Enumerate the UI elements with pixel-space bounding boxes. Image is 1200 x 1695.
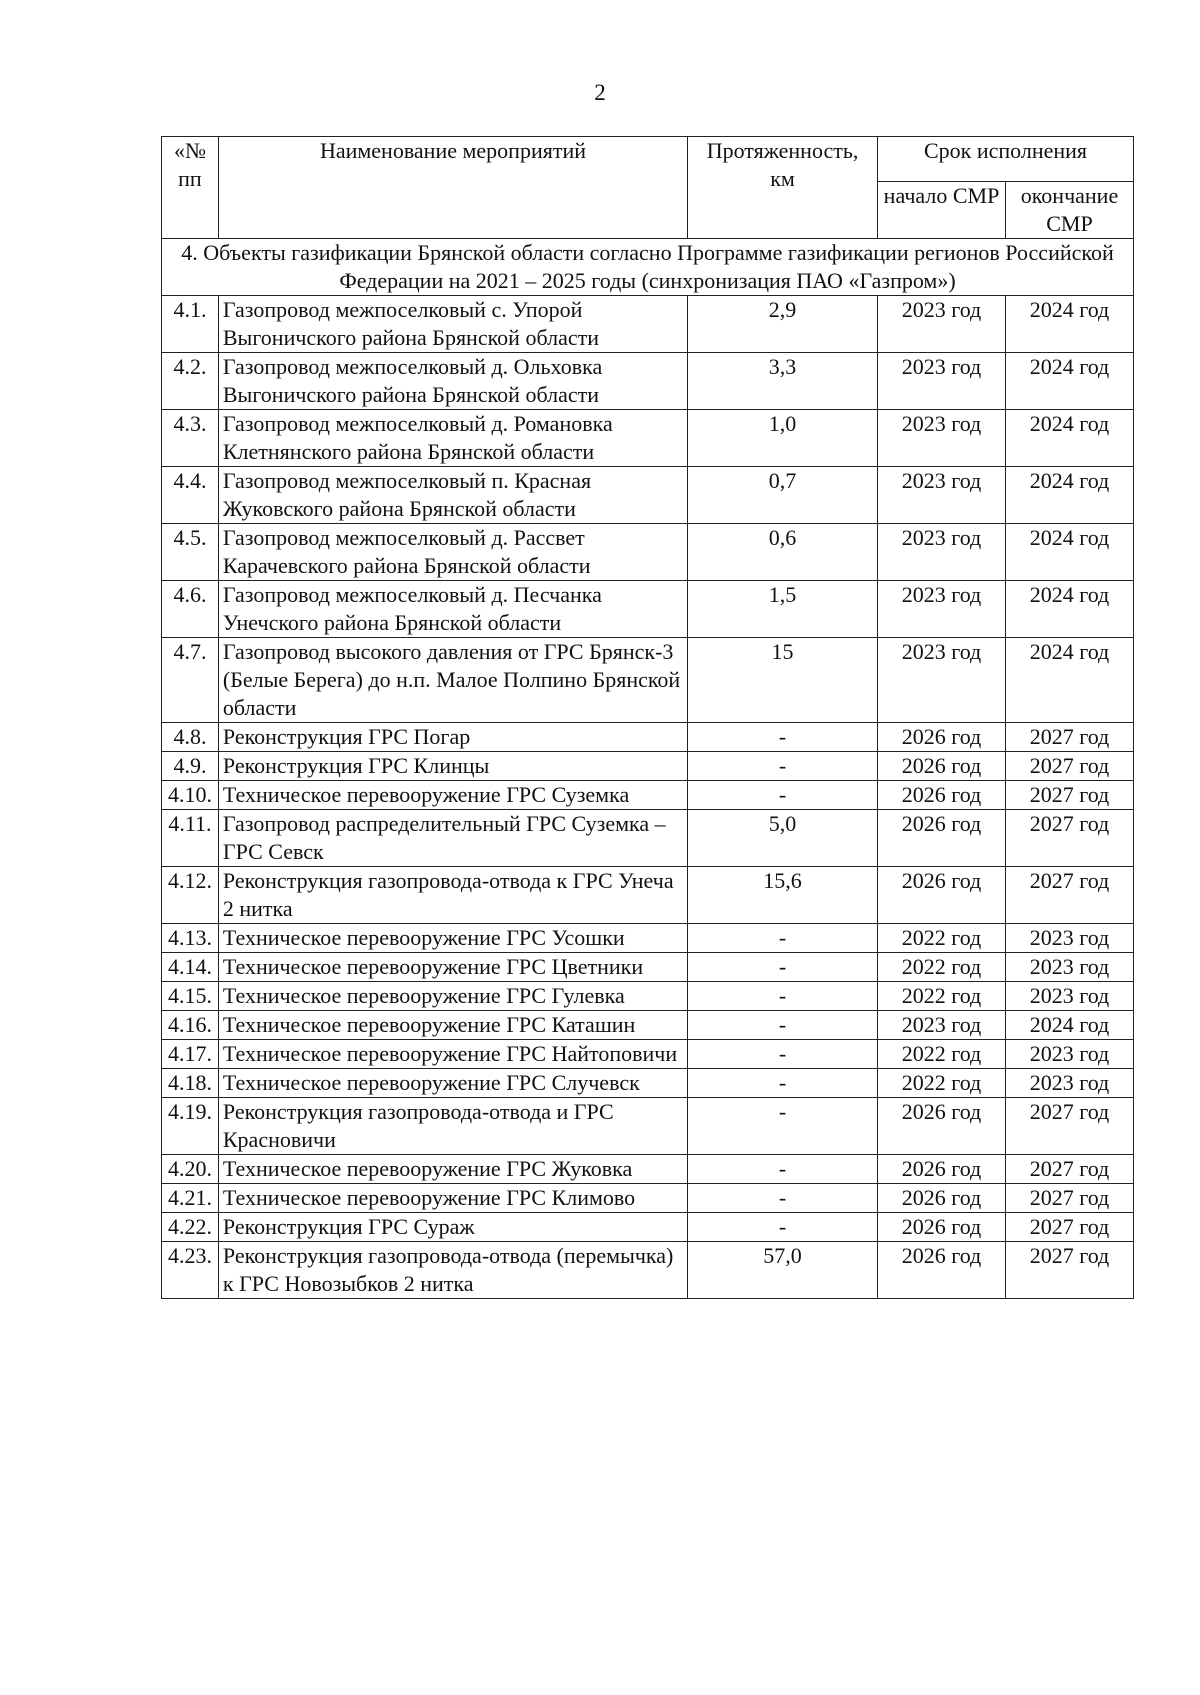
header-name: Наименование мероприятий — [218, 137, 687, 239]
row-start: 2023 год — [878, 524, 1006, 581]
row-length: - — [688, 1011, 878, 1040]
row-end: 2023 год — [1005, 953, 1133, 982]
row-end: 2023 год — [1005, 1069, 1133, 1098]
row-length: 1,5 — [688, 581, 878, 638]
row-number: 4.17. — [162, 1040, 219, 1069]
row-name: Реконструкция газопровода-отвода и ГРС Красновичи — [218, 1098, 687, 1155]
row-length: 1,0 — [688, 410, 878, 467]
row-number: 4.12. — [162, 867, 219, 924]
row-start: 2022 год — [878, 1069, 1006, 1098]
row-length: - — [688, 1155, 878, 1184]
table-row — [162, 353, 1134, 410]
table-row — [162, 1040, 1134, 1069]
row-name: Реконструкция газопровода-отвода (перемычка) к ГРС Новозыбков 2 нитка — [218, 1242, 687, 1299]
table-row — [162, 1242, 1134, 1299]
table-row — [162, 867, 1134, 924]
table-row — [162, 296, 1134, 353]
row-number: 4.5. — [162, 524, 219, 581]
row-length: - — [688, 1069, 878, 1098]
row-name: Газопровод межпоселковый д. Романовка Клетнянского района Брянской области — [218, 410, 687, 467]
row-start: 2022 год — [878, 1040, 1006, 1069]
row-length: - — [688, 982, 878, 1011]
row-name: Техническое перевооружение ГРС Цветники — [218, 953, 687, 982]
row-number: 4.8. — [162, 723, 219, 752]
row-number: 4.3. — [162, 410, 219, 467]
row-name: Газопровод межпоселковый д. Рассвет Карачевского района Брянской области — [218, 524, 687, 581]
table-row — [162, 982, 1134, 1011]
row-length: - — [688, 752, 878, 781]
row-name: Газопровод высокого давления от ГРС Брянск-3 (Белые Берега) до н.п. Малое Полпино Брянской области — [218, 638, 687, 723]
row-name: Техническое перевооружение ГРС Найтоповичи — [218, 1040, 687, 1069]
row-end: 2023 год — [1005, 982, 1133, 1011]
gasification-plan-table — [161, 136, 1134, 1299]
row-end: 2023 год — [1005, 924, 1133, 953]
row-length: 15,6 — [688, 867, 878, 924]
row-name: Реконструкция ГРС Клинцы — [218, 752, 687, 781]
row-name: Газопровод распределительный ГРС Суземка – ГРС Севск — [218, 810, 687, 867]
table-row — [162, 1184, 1134, 1213]
row-number: 4.2. — [162, 353, 219, 410]
row-number: 4.11. — [162, 810, 219, 867]
row-end: 2027 год — [1005, 781, 1133, 810]
header-end: окончание СМР — [1005, 182, 1133, 239]
row-start: 2023 год — [878, 296, 1006, 353]
table-row — [162, 1011, 1134, 1040]
row-name: Техническое перевооружение ГРС Случевск — [218, 1069, 687, 1098]
row-end: 2027 год — [1005, 810, 1133, 867]
table-row — [162, 638, 1134, 723]
row-number: 4.7. — [162, 638, 219, 723]
row-start: 2026 год — [878, 1184, 1006, 1213]
row-number: 4.10. — [162, 781, 219, 810]
row-start: 2026 год — [878, 1213, 1006, 1242]
row-number: 4.22. — [162, 1213, 219, 1242]
row-end: 2027 год — [1005, 1098, 1133, 1155]
row-number: 4.23. — [162, 1242, 219, 1299]
row-name: Газопровод межпоселковый д. Ольховка Выгоничского района Брянской области — [218, 353, 687, 410]
row-length: 57,0 — [688, 1242, 878, 1299]
row-length: - — [688, 1184, 878, 1213]
row-length: - — [688, 1040, 878, 1069]
row-start: 2026 год — [878, 781, 1006, 810]
row-length: - — [688, 924, 878, 953]
row-end: 2027 год — [1005, 723, 1133, 752]
row-name: Газопровод межпоселковый п. Красная Жуковского района Брянской области — [218, 467, 687, 524]
row-end: 2027 год — [1005, 1155, 1133, 1184]
row-start: 2023 год — [878, 1011, 1006, 1040]
row-start: 2023 год — [878, 353, 1006, 410]
row-length: 2,9 — [688, 296, 878, 353]
row-end: 2024 год — [1005, 296, 1133, 353]
row-number: 4.19. — [162, 1098, 219, 1155]
row-number: 4.4. — [162, 467, 219, 524]
row-start: 2022 год — [878, 924, 1006, 953]
row-end: 2024 год — [1005, 467, 1133, 524]
row-start: 2022 год — [878, 982, 1006, 1011]
row-length: 0,6 — [688, 524, 878, 581]
row-number: 4.20. — [162, 1155, 219, 1184]
table-header — [162, 137, 1134, 239]
table-row — [162, 524, 1134, 581]
table-row — [162, 752, 1134, 781]
table-row — [162, 581, 1134, 638]
row-length: - — [688, 953, 878, 982]
row-end: 2023 год — [1005, 1040, 1133, 1069]
row-start: 2026 год — [878, 867, 1006, 924]
row-name: Техническое перевооружение ГРС Каташин — [218, 1011, 687, 1040]
row-number: 4.14. — [162, 953, 219, 982]
row-end: 2027 год — [1005, 752, 1133, 781]
row-start: 2026 год — [878, 810, 1006, 867]
header-length: Протяженность, км — [688, 137, 878, 239]
row-length: 0,7 — [688, 467, 878, 524]
row-number: 4.13. — [162, 924, 219, 953]
table-row — [162, 723, 1134, 752]
row-number: 4.1. — [162, 296, 219, 353]
row-name: Техническое перевооружение ГРС Усошки — [218, 924, 687, 953]
row-end: 2024 год — [1005, 1011, 1133, 1040]
row-start: 2023 год — [878, 638, 1006, 723]
row-length: - — [688, 1213, 878, 1242]
row-end: 2024 год — [1005, 581, 1133, 638]
row-name: Техническое перевооружение ГРС Климово — [218, 1184, 687, 1213]
section-title: 4. Объекты газификации Брянской области согласно Программе газификации регионов Российской Федерации на 2021 – 2025 годы (синхронизация ПАО «Газпром») — [162, 239, 1134, 296]
row-start: 2026 год — [878, 1155, 1006, 1184]
row-end: 2027 год — [1005, 1213, 1133, 1242]
row-number: 4.21. — [162, 1184, 219, 1213]
row-name: Техническое перевооружение ГРС Гулевка — [218, 982, 687, 1011]
row-name: Газопровод межпоселковый с. Упорой Выгоничского района Брянской области — [218, 296, 687, 353]
table-row — [162, 410, 1134, 467]
row-end: 2024 год — [1005, 410, 1133, 467]
row-number: 4.15. — [162, 982, 219, 1011]
row-name: Техническое перевооружение ГРС Суземка — [218, 781, 687, 810]
row-start: 2026 год — [878, 752, 1006, 781]
table-row — [162, 781, 1134, 810]
header-period: Срок исполнения — [878, 137, 1134, 182]
row-name: Техническое перевооружение ГРС Жуковка — [218, 1155, 687, 1184]
table-row — [162, 1213, 1134, 1242]
row-length: - — [688, 723, 878, 752]
page-number: 2 — [594, 80, 606, 105]
row-start: 2026 год — [878, 1242, 1006, 1299]
row-start: 2023 год — [878, 410, 1006, 467]
header-num: «№ пп — [162, 137, 219, 239]
table-row — [162, 1098, 1134, 1155]
header-start: начало СМР — [878, 182, 1006, 239]
row-start: 2022 год — [878, 953, 1006, 982]
row-end: 2024 год — [1005, 524, 1133, 581]
row-name: Газопровод межпоселковый д. Песчанка Унечского района Брянской области — [218, 581, 687, 638]
table-row — [162, 1069, 1134, 1098]
row-length: 3,3 — [688, 353, 878, 410]
table-row — [162, 467, 1134, 524]
table-row — [162, 924, 1134, 953]
row-name: Реконструкция ГРС Сураж — [218, 1213, 687, 1242]
row-name: Реконструкция газопровода-отвода к ГРС Унеча 2 нитка — [218, 867, 687, 924]
row-number: 4.18. — [162, 1069, 219, 1098]
row-start: 2023 год — [878, 467, 1006, 524]
table-row — [162, 1155, 1134, 1184]
row-length: 5,0 — [688, 810, 878, 867]
row-start: 2023 год — [878, 581, 1006, 638]
row-end: 2024 год — [1005, 353, 1133, 410]
row-end: 2027 год — [1005, 867, 1133, 924]
table-row — [162, 953, 1134, 982]
row-length: - — [688, 1098, 878, 1155]
row-length: 15 — [688, 638, 878, 723]
row-name: Реконструкция ГРС Погар — [218, 723, 687, 752]
row-end: 2027 год — [1005, 1242, 1133, 1299]
row-number: 4.6. — [162, 581, 219, 638]
table-row — [162, 810, 1134, 867]
row-end: 2024 год — [1005, 638, 1133, 723]
table-body — [162, 239, 1134, 1299]
row-start: 2026 год — [878, 723, 1006, 752]
row-number: 4.16. — [162, 1011, 219, 1040]
row-length: - — [688, 781, 878, 810]
row-end: 2027 год — [1005, 1184, 1133, 1213]
row-number: 4.9. — [162, 752, 219, 781]
row-start: 2026 год — [878, 1098, 1006, 1155]
